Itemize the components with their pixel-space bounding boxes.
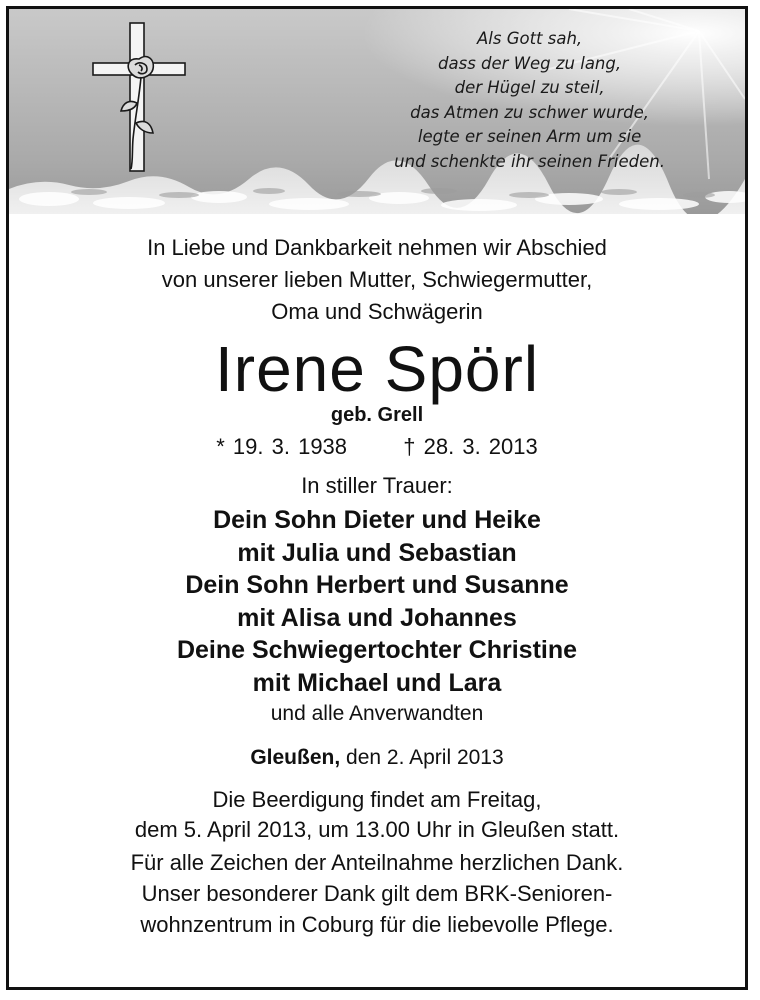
thanks-notice xyxy=(9,847,745,940)
poem-line: und schenkte ihr seinen Frieden. xyxy=(394,151,665,171)
family-member: Dein Sohn Herbert und Susanne xyxy=(185,571,569,599)
obituary-frame xyxy=(6,6,748,990)
birth-symbol: * xyxy=(216,434,225,459)
death-cross-icon: † xyxy=(403,434,416,459)
intro-line: von unserer lieben Mutter, Schwiegermutter, xyxy=(161,267,593,292)
poem-line: das Atmen zu schwer wurde, xyxy=(410,102,650,122)
intro-text xyxy=(9,232,745,328)
cross-with-rose-icon xyxy=(89,19,189,179)
poem-line: legte er seinen Arm um sie xyxy=(417,127,642,147)
family-member: Dein Sohn Dieter und Heike xyxy=(213,506,541,534)
intro-line: In Liebe und Dankbarkeit nehmen wir Abschied xyxy=(147,235,607,260)
funeral-notice xyxy=(9,785,745,845)
poem-line: der Hügel zu steil, xyxy=(454,78,605,98)
obituary-text xyxy=(9,214,745,940)
date-text: den 2. April 2013 xyxy=(346,746,504,769)
funeral-line: dem 5. April 2013, um 13.00 Uhr in Gleußen statt. xyxy=(134,817,620,842)
poem xyxy=(394,27,665,175)
intro-line: Oma und Schwägerin xyxy=(271,299,483,324)
place-name: Gleußen, xyxy=(250,746,341,769)
life-dates xyxy=(9,430,745,464)
family-member: mit Julia und Sebastian xyxy=(237,538,517,567)
relatives-line: und alle Anverwandten xyxy=(270,702,484,725)
birth-name: geb. Grell xyxy=(330,404,424,426)
thanks-line: wohnzentrum in Coburg für die liebevolle Pflege. xyxy=(140,912,614,937)
deceased-name: Irene Spörl xyxy=(214,333,540,405)
poem-line: Als Gott sah, xyxy=(476,29,583,48)
thanks-line: Unser besonderer Dank gilt dem BRK-Senioren- xyxy=(141,881,613,906)
birth-date: 19. 3. 1938 xyxy=(232,434,348,459)
family-member: mit Michael und Lara xyxy=(252,668,502,697)
death-date: 28. 3. 2013 xyxy=(423,434,538,459)
place-date xyxy=(9,743,745,773)
family-member: mit Alisa und Johannes xyxy=(237,603,517,632)
poem-line: dass der Weg zu lang, xyxy=(438,53,622,73)
thanks-line: Für alle Zeichen der Anteilnahme herzlichen Dank. xyxy=(130,850,624,875)
funeral-line: Die Beerdigung findet am Freitag, xyxy=(212,787,542,812)
family-member: Deine Schwiegertochter Christine xyxy=(176,636,578,664)
header-banner xyxy=(9,9,745,214)
mourning-label: In stiller Trauer: xyxy=(301,473,453,498)
family-list xyxy=(9,504,745,699)
